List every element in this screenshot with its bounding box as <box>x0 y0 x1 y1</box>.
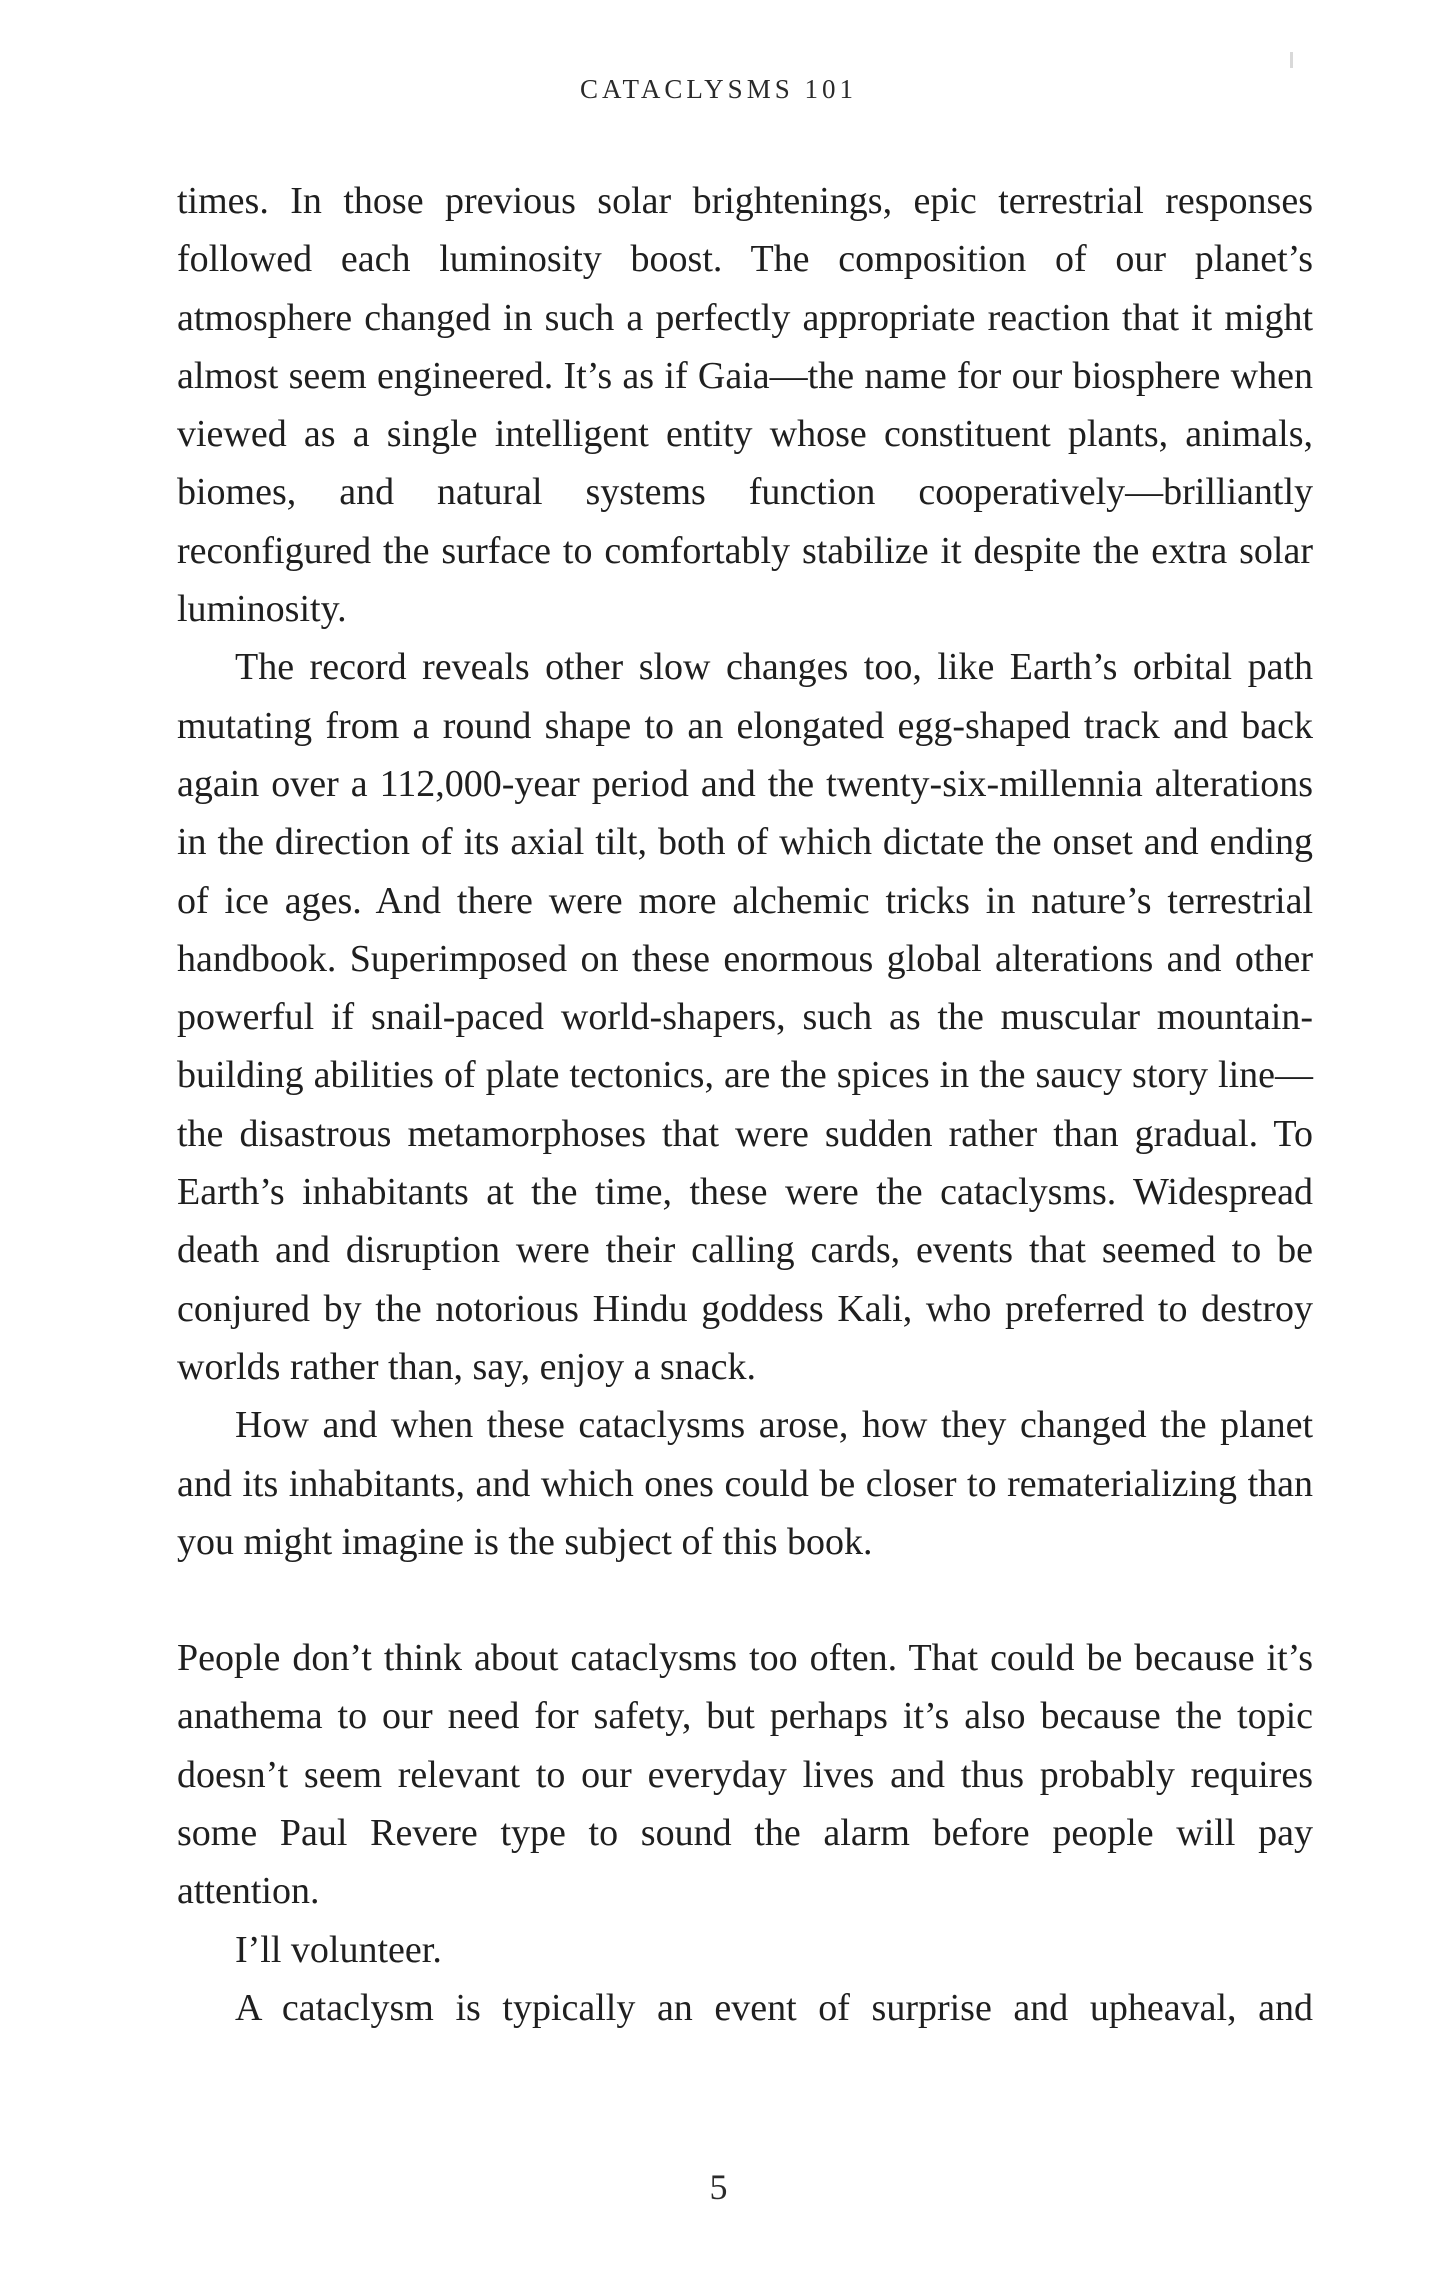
paragraph-section-start: People don’t think about cataclysms too often. That could be because it’s anathema to our need for safety, but perhaps it’s also because the topic doesn’t seem relevant to our everyday lives and thus probably requires some Paul Revere type to sound the alarm before people will pay attention. <box>177 1637 1313 1913</box>
scan-artifact <box>1290 52 1293 68</box>
paragraph: How and when these cataclysms arose, how they changed the planet and its inhabitants, and which ones could be closer to rematerializing than you might imagine is the subject of this book. <box>177 1404 1313 1563</box>
running-head: CATACLYSMS 101 <box>580 74 857 104</box>
paragraph: The record reveals other slow changes too, like Earth’s orbital path mutating from a round shape to an elongated egg-shaped track and back again over a 112,000-year period and the twenty-six-millennia alterations in the direction of its axial tilt, both of which dictate the onset and ending of ice ages. And there were more alchemic tricks in nature’s terrestrial handbook. Superimposed on these enormous global alterations and other powerful if snail-paced world-shapers, such as the muscular mountain-building abilities of plate tectonics, are the spices in the saucy story line—the disastrous metamorphoses that were sudden rather than gradual. To Earth’s inhabitants at the time, these were the cataclysms. Widespread death and disruption were their calling cards, events that seemed to be conjured by the notorious Hindu goddess Kali, who preferred to destroy worlds rather than, say, enjoy a snack. <box>177 646 1313 1388</box>
paragraph-continued: times. In those previous solar brightenings, epic terrestrial responses followed each luminosity boost. The composition of our planet’s atmosphere changed in such a perfectly appropriate reaction that it might almost seem engineered. It’s as if Gaia—the name for our biosphere when viewed as a single intelligent entity whose constituent plants, animals, biomes, and natural systems function cooperatively—brilliantly reconfigured the surface to comfortably stabilize it despite the extra solar luminosity. <box>177 180 1313 631</box>
body-text <box>177 172 1313 2037</box>
paragraph-continues: A cataclysm is typically an event of surprise and upheaval, and <box>235 1986 1313 2029</box>
paragraph: I’ll volunteer. <box>235 1928 442 1971</box>
page-number: 5 <box>709 2167 728 2207</box>
